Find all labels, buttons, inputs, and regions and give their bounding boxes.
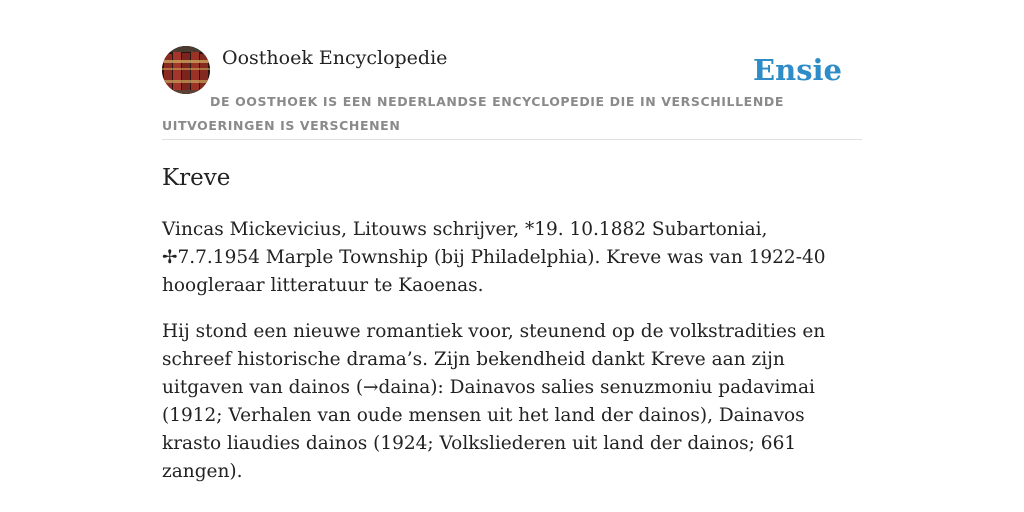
brand-logo-link[interactable]: Ensie: [753, 53, 842, 87]
article-title: Kreve: [162, 165, 231, 191]
site-subtitle: DE OOSTHOEK IS EEN NEDERLANDSE ENCYCLOPEDIE DIE IN VERSCHILLENDE UITVOERINGEN IS VERSCHENEN: [162, 94, 784, 133]
encyclopedia-books-icon[interactable]: [162, 46, 210, 94]
article-paragraph-1: Vincas Mickevicius, Litouws schrijver, *19. 10.1882 Subartoniai, ✢7.7.1954 Marple Township (bij Philadelphia). Kreve was van 1922-40 hoogleraar litteratuur te Kaoenas.: [162, 219, 826, 296]
site-title-link[interactable]: Oosthoek Encyclopedie: [222, 47, 448, 69]
page-container: [162, 0, 862, 512]
site-header: [162, 46, 862, 140]
article-paragraph-2: Hij stond een nieuwe romantiek voor, steunend op de volkstradities en schreef historische drama’s. Zijn bekendheid dankt Kreve aan zijn uitgaven van dainos (→daina): Dainavos salies senuzmoniu padavimai (1912; Verhalen van oude mensen uit het land der dainos), Dainavos krasto liaudies dainos (1924; Volksliederen uit land der dainos; 661 zangen).: [162, 321, 826, 482]
